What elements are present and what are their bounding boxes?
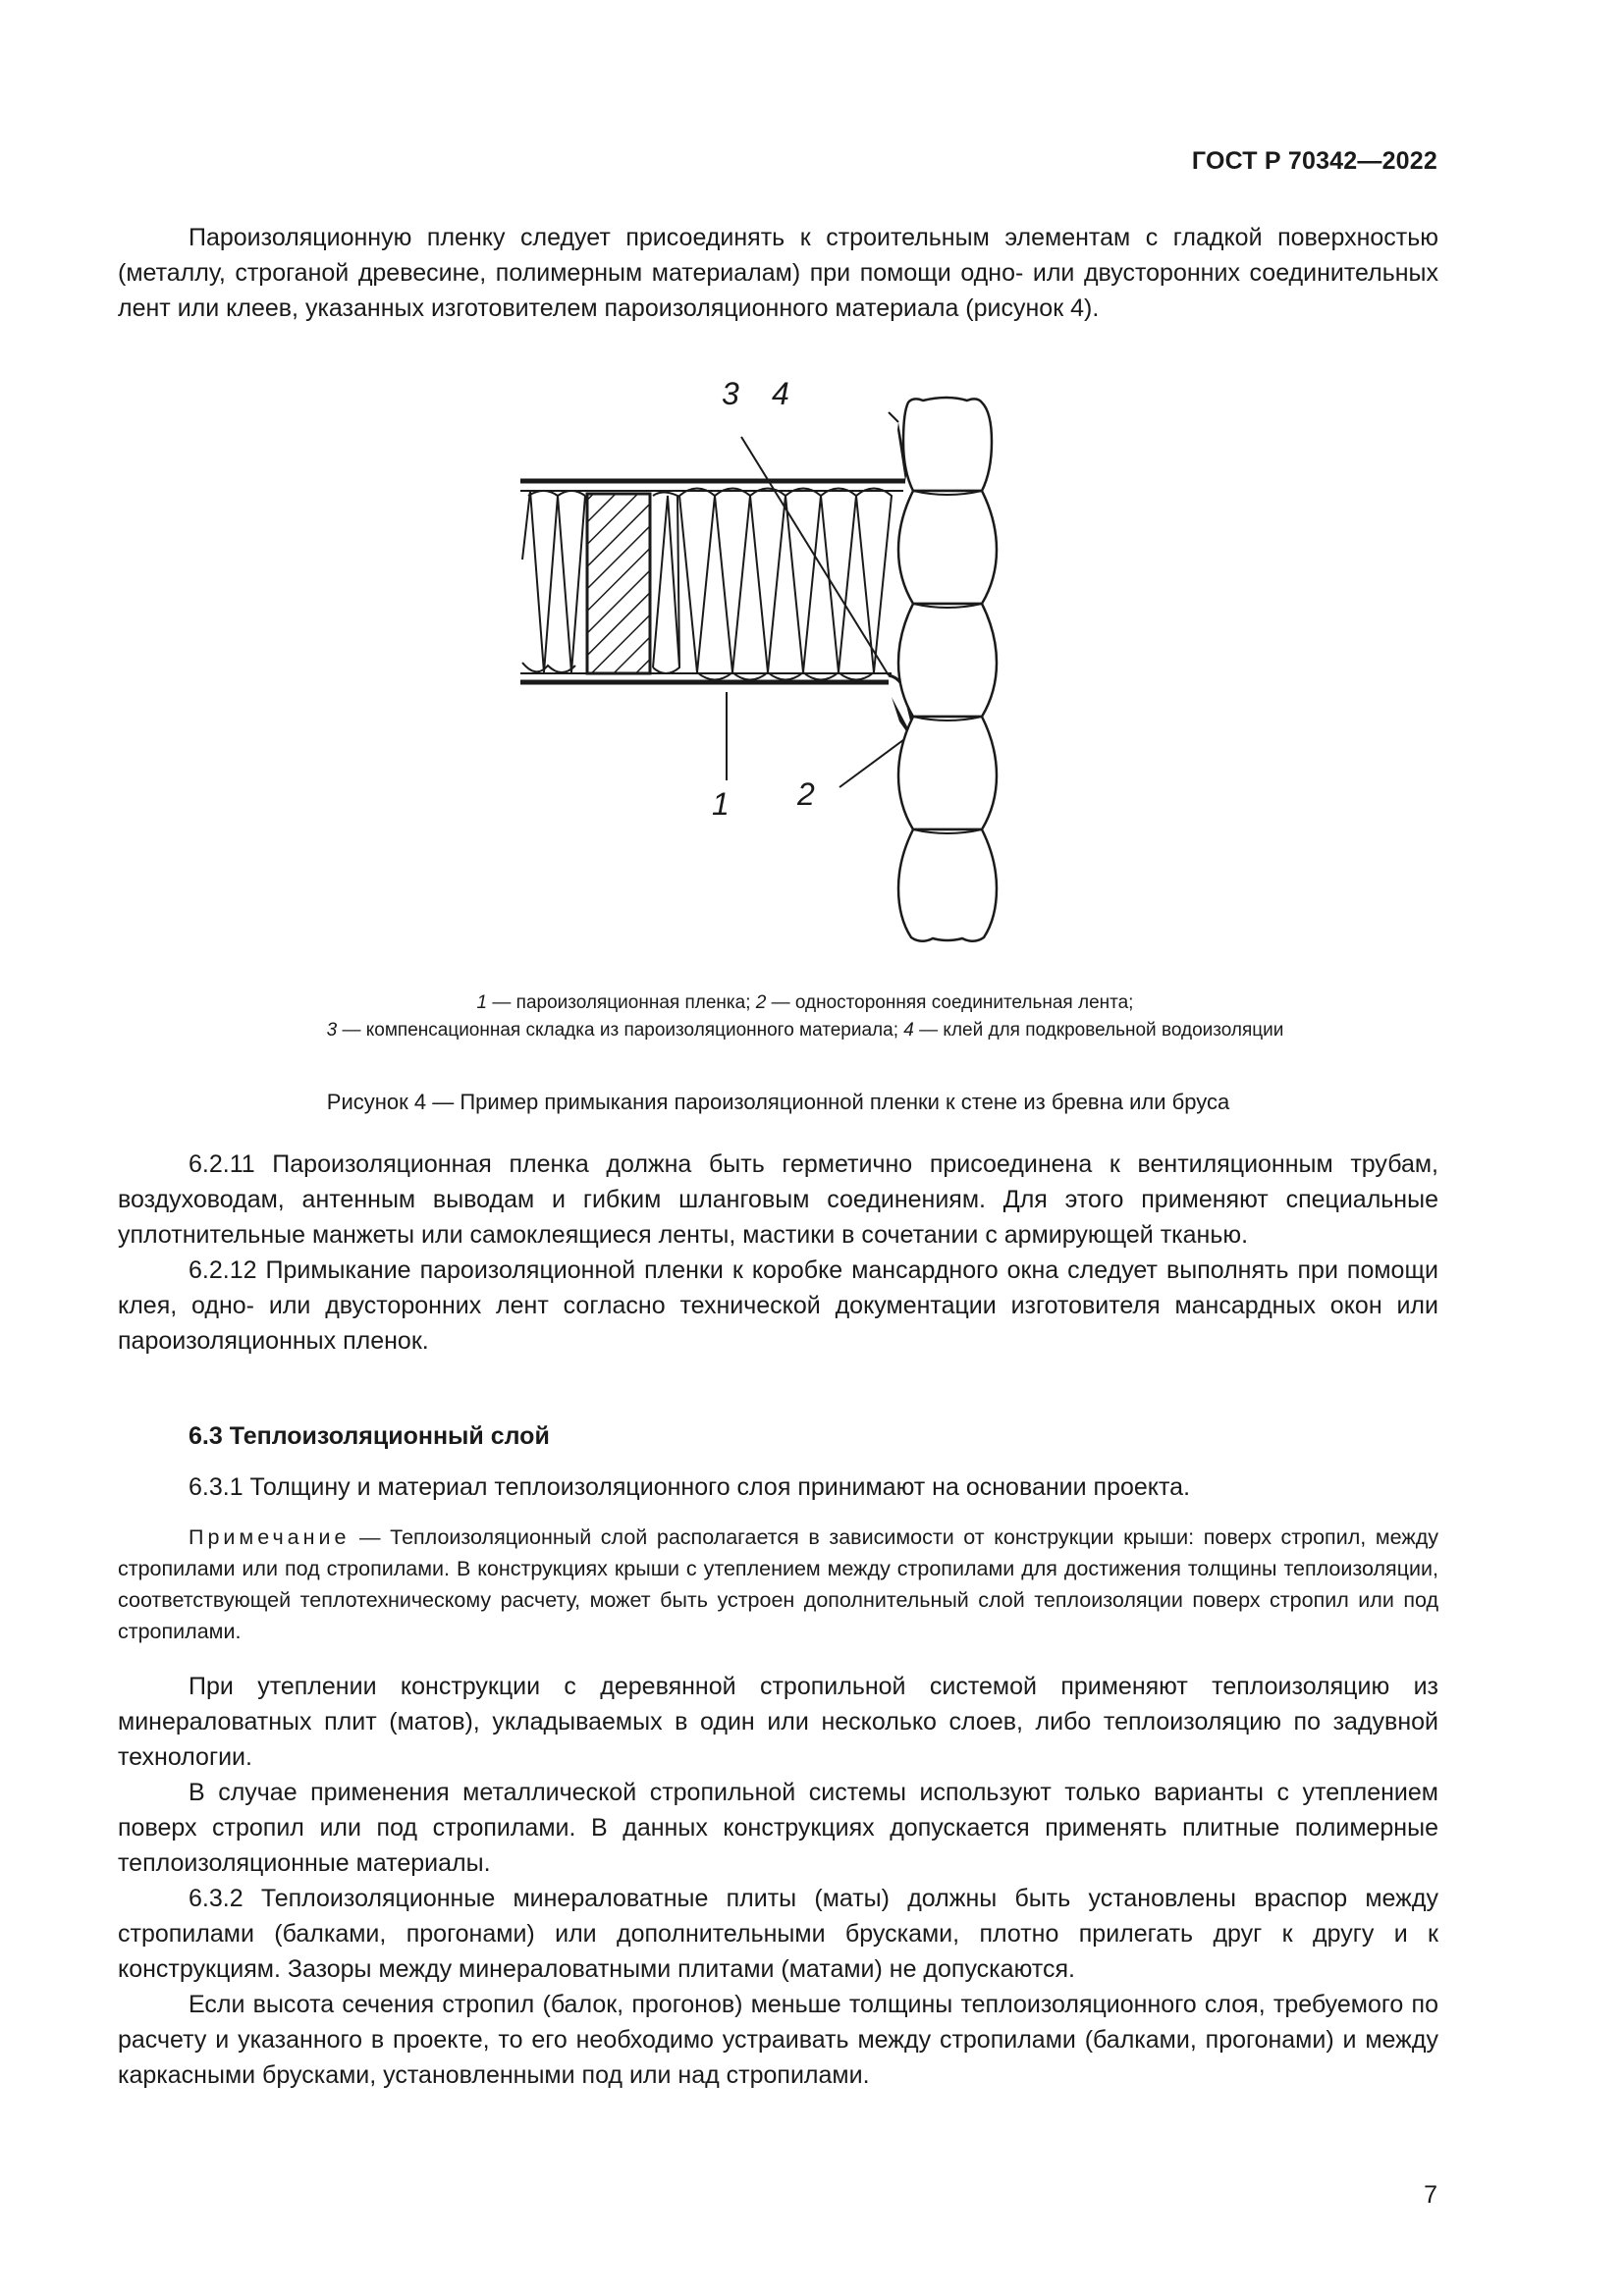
paragraph-6-2-11: 6.2.11 Пароизоляционная пленка должна быть герметично присоединена к вентиляционным трубам, воздуховодам, антенным выводам и гибким шланговым соединениям. Для этого применяют специальные уплотнительные манжеты или самоклеящиеся ленты, мастики в сочетании с армирующей тканью. — [118, 1150, 1438, 1249]
compensation-fold-leader — [741, 437, 889, 675]
legend-num-3: 3 — [326, 1020, 338, 1041]
note-text: — Теплоизоляционный слой располагается в зависимости от конструкции крыши: поверх стропил, между стропилами или под стропилами. В конструкциях крыши с утеплением между стропилами для достижения толщины теплоизоляции, соответствующей теплотехническому расчету, может быть устроен дополнительный слой теплоизоляции поверх стропил или под стропилами. — [118, 1525, 1438, 1643]
note-paragraph — [118, 1522, 1438, 1647]
legend-text-1: — пароизоляционная пленка; — [487, 992, 756, 1013]
intro-paragraph — [118, 220, 1438, 326]
figure-caption: Рисунок 4 — Пример примыкания пароизоляционной пленки к стене из бревна или бруса — [326, 1090, 1230, 1114]
legend-text-4: — клей для подкровельной водоизоляции — [913, 1020, 1284, 1041]
paragraph: Пароизоляционную пленку следует присоединять к строительным элементам с гладкой поверхностью (металлу, строганой древесине, полимерным материалам) при помощи одно- или двусторонних соединительных лент или клеев, указанных изготовителем пароизоляционного материала (рисунок 4). — [118, 224, 1438, 322]
section-6-2-paragraphs — [118, 1147, 1438, 1359]
legend-text-3: — компенсационная складка из пароизоляционного материала; — [337, 1020, 904, 1041]
callout-3: 3 — [722, 376, 739, 411]
legend-num-4: 4 — [903, 1020, 914, 1041]
log-wall — [898, 398, 997, 941]
section-title: 6.3 Теплоизоляционный слой — [189, 1422, 550, 1450]
document-id: ГОСТ Р 70342—2022 — [1191, 147, 1437, 175]
legend-num-2: 2 — [755, 992, 767, 1013]
callout-4: 4 — [772, 376, 789, 411]
paragraph-6-3-2: 6.3.2 Теплоизоляционные минераловатные плиты (маты) должны быть установлены враспор между стропилами (балками, прогонами) или дополнительными брусками, плотно прилегать друг к другу и к конструкциям. Зазоры между минераловатными плитами (матами) не допускаются. — [118, 1885, 1438, 1983]
wall-junction-diagram — [501, 363, 1090, 972]
log-4 — [898, 717, 997, 829]
section-6-3-paragraphs — [118, 1669, 1438, 2093]
legend-num-1: 1 — [476, 992, 488, 1013]
note-block — [118, 1522, 1438, 1647]
insulation-folds — [522, 489, 892, 680]
paragraph-6-3-1: 6.3.1 Толщину и материал теплоизоляционного слоя принимают на основании проекта. — [189, 1473, 1191, 1501]
callout-2: 2 — [797, 776, 815, 812]
log-2 — [898, 491, 997, 604]
paragraph: При утеплении конструкции с деревянной стропильной системой применяют теплоизоляцию из минераловатных плит (матов), укладываемых в один или несколько слоев, либо теплоизоляцию по задувной технологии. — [118, 1673, 1438, 1771]
figure-legend — [216, 989, 1394, 1044]
figure-4 — [501, 363, 1090, 972]
rafter-beam — [587, 494, 650, 673]
callout-1: 1 — [712, 786, 730, 822]
paragraph-6-3-1-wrap — [118, 1469, 1438, 1505]
page-number: 7 — [1424, 2181, 1437, 2209]
log-1 — [903, 398, 992, 491]
log-3 — [898, 604, 997, 717]
paragraph: Если высота сечения стропил (балок, прогонов) меньше толщины теплоизоляционного слоя, требуемого по расчету и указанного в проекте, то его необходимо устраивать между стропилами (балками, прогонами) и между каркасными брусками, установленными под или над стропилами. — [118, 1991, 1438, 2089]
log-5 — [898, 829, 997, 941]
paragraph: В случае применения металлической стропильной системы используют только варианты с утеплением поверх стропил или под стропилами. В данных конструкциях допускается применять плитные полимерные теплоизоляционные материалы. — [118, 1779, 1438, 1877]
note-label: Примечание — [189, 1525, 351, 1549]
paragraph-6-2-12: 6.2.12 Примыкание пароизоляционной пленки к коробке мансардного окна следует выполнять при помощи клея, одно- или двусторонних лент согласно технической документации изготовителя мансардных окон или пароизоляционных пленок. — [118, 1256, 1438, 1355]
legend-text-2: — односторонняя соединительная лента; — [766, 992, 1134, 1013]
